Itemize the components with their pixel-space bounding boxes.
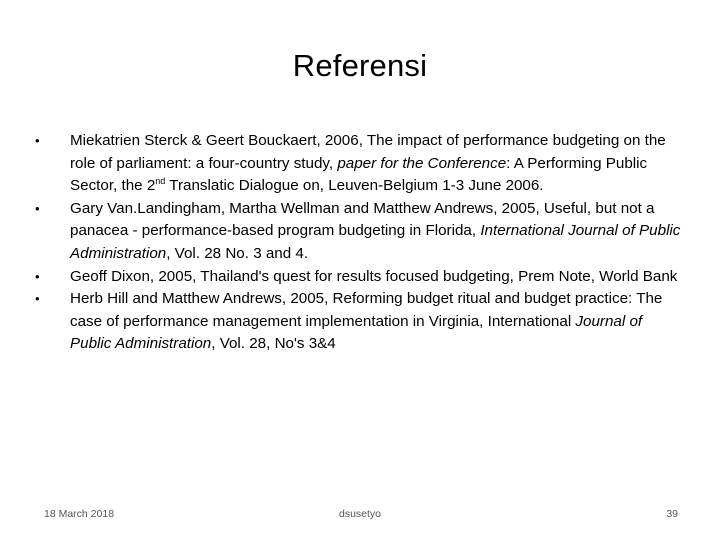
reference-text: Miekatrien Sterck & Geert Bouckaert, 2006, The impact of performance budgeting on the role of parliament: a four-country study, — [70, 132, 666, 172]
reference-item — [36, 288, 684, 356]
reference-text: Geoff Dixon, 2005, Thailand's quest for results focused budgeting, Prem Note, World Bank — [70, 267, 678, 285]
reference-item — [36, 266, 684, 289]
reference-text: Gary Van.Landingham, Martha Wellman and Matthew Andrews, 2005, Useful, but not a panacea - performance-based program budgeting in Florida, — [70, 199, 655, 240]
reference-text: : A Performing Public Sector, the 2 — [70, 154, 648, 195]
reference-text: Translatic Dialogue on, Leuven-Belgium 1-3 June 2006. — [165, 177, 544, 195]
reference-text: International Journal of Public Administration — [70, 222, 681, 262]
bullet-icon: • — [35, 268, 40, 284]
reference-item — [36, 130, 684, 198]
reference-text: paper for the Conference — [337, 154, 507, 172]
reference-list — [36, 130, 684, 356]
footer-date: 18 March 2018 — [44, 508, 115, 520]
reference-text: , Vol. 28, No's 3&4 — [211, 335, 336, 353]
bullet-icon: • — [35, 133, 40, 148]
reference-text: Journal of Public Administration — [70, 312, 643, 353]
bullet-icon: • — [35, 200, 40, 216]
footer-author: dsusetyo — [338, 508, 382, 520]
bullet-icon: • — [35, 291, 40, 307]
slide-title: Referensi — [292, 48, 428, 83]
reference-text: , Vol. 28 No. 3 and 4. — [166, 244, 309, 262]
reference-text: Herb Hill and Matthew Andrews, 2005, Reforming budget ritual and budget practice: The case of performance management implementation in Virginia, International — [70, 290, 663, 330]
reference-text: nd — [155, 176, 166, 187]
reference-item — [36, 198, 684, 266]
page-number: 39 — [666, 508, 678, 520]
